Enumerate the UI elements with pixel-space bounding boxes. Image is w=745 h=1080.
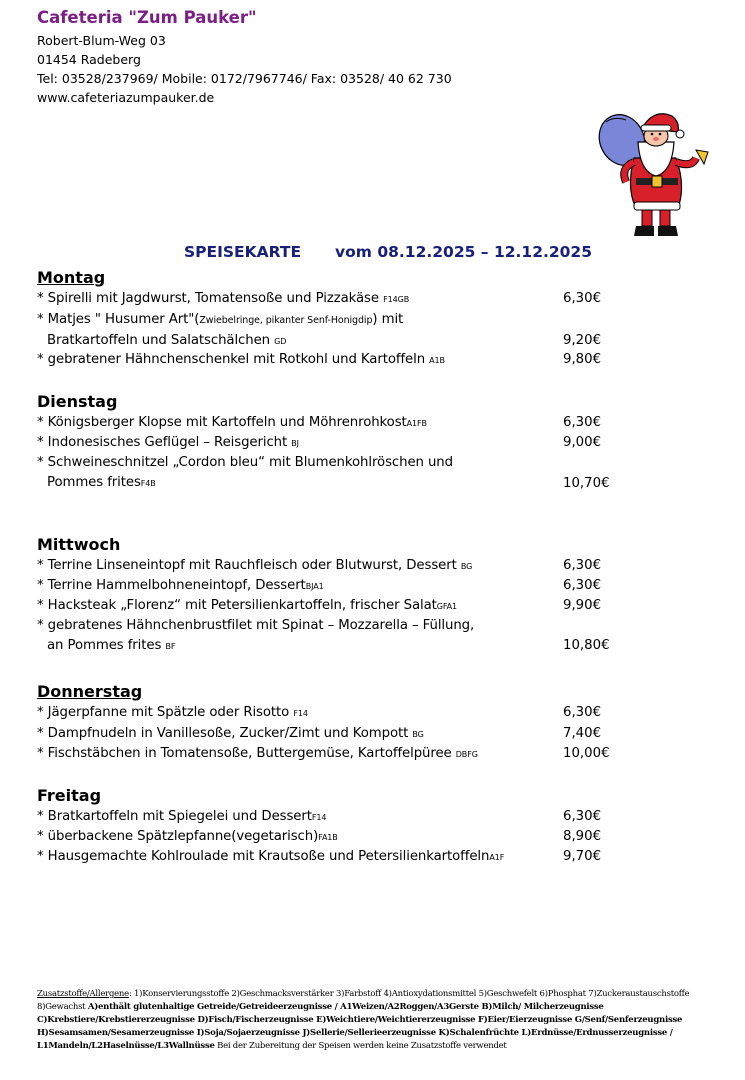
cafe-name: Cafeteria "Zum Pauker" <box>37 8 257 27</box>
menu-title <box>184 243 592 261</box>
menu-item: * Hausgemachte Kohlroulade mit Krautsoße und PetersilienkartoffelnA1F <box>37 849 505 864</box>
day-heading-mittwoch: Mittwoch <box>37 535 121 554</box>
menu-price: 9,20€ <box>563 333 602 348</box>
menu-item: * Dampfnudeln in Vanillesoße, Zucker/Zimt und Kompott BG <box>37 726 424 741</box>
menu-item: * Königsberger Klopse mit Kartoffeln und MöhrenrohkostA1FB <box>37 415 427 430</box>
allergen-footnote: Zusatzstoffe/Allergene: 1)Konservierungsstoffe 2)Geschmacksverstärker 3)Farbstoff 4)Antioxydationsmittel 5)Geschwefelt 6)Phosphat 7)Zuckeraustauschstoffe 8)Gewachst A)enthält glutenhaltige Getreide/Getreideerzeugnisse / A1Weizen/A2Roggen/A3Gerste B)Milch/ Milcherzeugnisse C)Krebstiere/Krebstiererzeugnisse D)Fisch/Fischerzeugnisse E)Weichtiere/Weichtiererzeugnisse F)Eier/Eierzeugnisse G/Senf/Senferzeugnisse H)Sesamsamen/Sesamerzeugnisse I)Soja/Sojaerzeugnisse J)Sellerie/Sellerieerzeugnisse K)Schalenfrüchte L)Erdnüsse/Erdnusserzeugnisse / L1Mandeln/L2Haselnüsse/L3Wallnüsse Bei der Zubereitung der Speisen werden keine Zusatzstoffe verwendet <box>37 989 690 1051</box>
menu-price: 10,00€ <box>563 746 610 761</box>
menu-item: * Spirelli mit Jagdwurst, Tomatensoße und Pizzakäse F14GB <box>37 291 410 306</box>
menu-item: * Indonesisches Geflügel – Reisgericht BJ <box>37 435 299 450</box>
contact-phone: Tel: 03528/237969/ Mobile: 0172/7967746/ Fax: 03528/ 40 62 730 <box>37 71 452 86</box>
menu-price: 10,70€ <box>563 476 610 491</box>
menu-price: 9,80€ <box>563 352 602 367</box>
menu-price: 6,30€ <box>563 558 602 573</box>
menu-item: * Bratkartoffeln mit Spiegelei und DessertF14 <box>37 809 327 824</box>
menu-item: * gebratenes Hähnchenbrustfilet mit Spinat – Mozzarella – Füllung, <box>37 618 475 633</box>
allergen-label: Zusatzstoffe/Allergene <box>37 989 129 999</box>
menu-item: * gebratener Hähnchenschenkel mit Rotkohl und Kartoffeln A1B <box>37 352 445 367</box>
santa-claus-icon <box>596 108 714 242</box>
menu-price: 9,00€ <box>563 435 602 450</box>
header <box>37 8 452 107</box>
menu-item-continuation: Pommes fritesF4B <box>47 475 156 490</box>
menu-date-range: vom 08.12.2025 – 12.12.2025 <box>335 243 593 261</box>
menu-item: * Jägerpfanne mit Spätzle oder Risotto F14 <box>37 705 308 720</box>
menu-price: 6,30€ <box>563 705 602 720</box>
menu-item: * Matjes " Husumer Art"(Zwiebelringe, pikanter Senf-Honigdip) mit <box>37 312 404 327</box>
menu-item: * Terrine Hammelbohneneintopf, DessertBJA1 <box>37 578 324 593</box>
day-heading-dienstag: Dienstag <box>37 392 118 411</box>
menu-item: * Terrine Linseneintopf mit Rauchfleisch oder Blutwurst, Dessert BG <box>37 558 473 573</box>
menu-item: * überbackene Spätzlepfanne(vegetarisch)FA1B <box>37 829 338 844</box>
menu-title-label: SPEISEKARTE <box>184 243 302 261</box>
menu-item-continuation: Bratkartoffeln und Salatschälchen GD <box>47 333 287 348</box>
menu-price: 9,70€ <box>563 849 602 864</box>
menu-price: 6,30€ <box>563 809 602 824</box>
menu-item: * Schweineschnitzel „Cordon bleu“ mit Blumenkohlröschen und <box>37 455 453 470</box>
menu-price: 6,30€ <box>563 415 602 430</box>
day-heading-freitag: Freitag <box>37 786 102 805</box>
menu-item: * Hacksteak „Florenz“ mit Petersilienkartoffeln, frischer SalatGFA1 <box>37 598 458 613</box>
menu-item: * Fischstäbchen in Tomatensoße, Buttergemüse, Kartoffelpüree DBFG <box>37 746 478 761</box>
day-heading-donnerstag: Donnerstag <box>37 682 143 701</box>
menu-price: 9,90€ <box>563 598 602 613</box>
address-city: 01454 Radeberg <box>37 52 141 67</box>
day-heading-montag: Montag <box>37 268 106 287</box>
address-street: Robert-Blum-Weg 03 <box>37 33 166 48</box>
menu-price: 6,30€ <box>563 291 602 306</box>
menu-price: 6,30€ <box>563 578 602 593</box>
menu-price: 7,40€ <box>563 726 602 741</box>
menu-item-continuation: an Pommes frites BF <box>47 638 176 653</box>
menu-price: 8,90€ <box>563 829 602 844</box>
website: www.cafeteriazumpauker.de <box>37 90 215 105</box>
menu-price: 10,80€ <box>563 638 610 653</box>
